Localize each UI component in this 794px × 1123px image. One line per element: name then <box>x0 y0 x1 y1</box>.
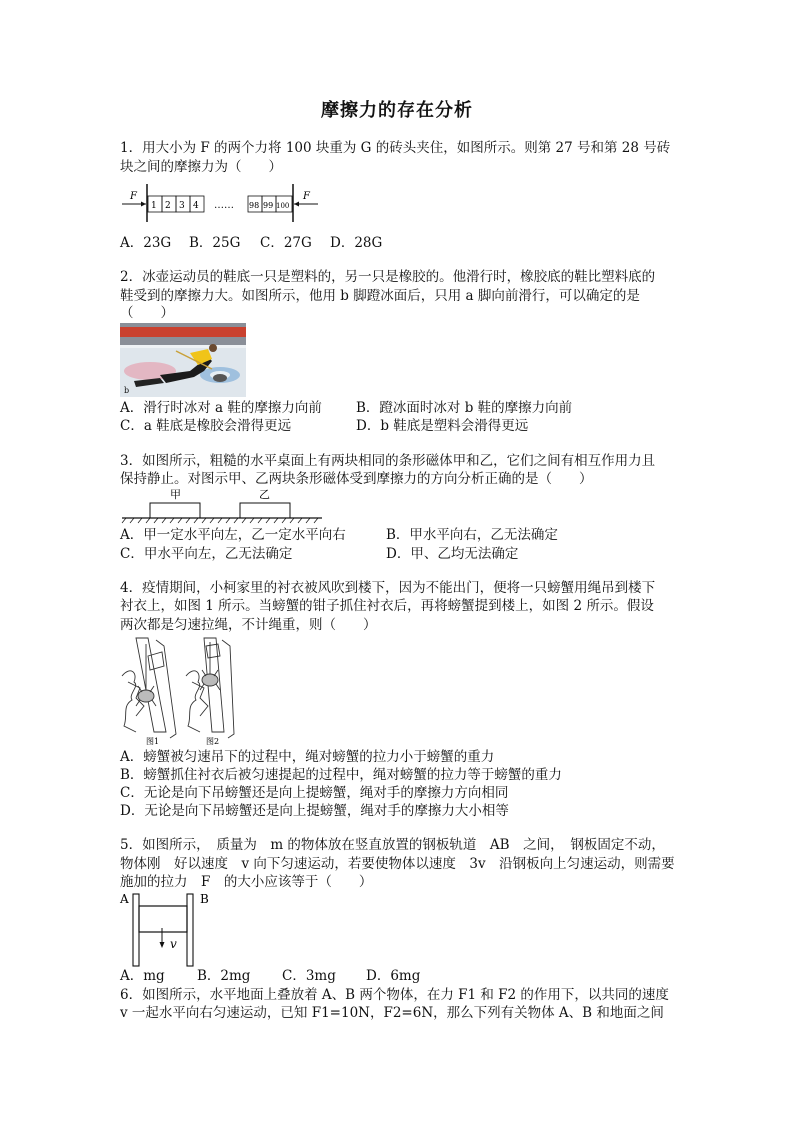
q1-option-d: D．28G <box>330 235 383 251</box>
page-title: 摩擦力的存在分析 <box>321 100 473 121</box>
q5-line-1: 5．如图所示， 质量为 m 的物体放在竖直放置的钢板轨道 AB 之间， 钢板固定不动， <box>120 837 665 853</box>
force-right-label: F <box>303 191 310 202</box>
q3-option-a: A．甲一定水平向左，乙一定水平向右 <box>120 527 346 543</box>
magnet-a <box>150 503 200 518</box>
q1-option-c: C．27G <box>260 235 312 251</box>
figure-2-caption: 图2 <box>206 737 220 746</box>
steel-plate-a <box>133 894 139 966</box>
q5-line-2: 物体刚 好以速度 v 向下匀速运动，若要使物体以速度 3v 沿钢板向上匀速运动，则需要 <box>120 856 675 872</box>
curling-photo <box>120 323 246 397</box>
q6-line-2: v 一起水平向右匀速运动，已知 F1=10N，F2=6N，那么下列有关物体 A、B 和地面之间 <box>120 1005 664 1021</box>
magnet-label-a: 甲 <box>170 488 181 501</box>
brick-label: 4 <box>193 201 199 211</box>
q3-option-d: D．甲、乙均无法确定 <box>386 546 519 562</box>
q5-option-c: C．3mg <box>282 968 336 984</box>
q4-line-3: 两次都是匀速拉绳，不计绳重，则（ ） <box>120 617 377 633</box>
q2-option-c: C．a 鞋底是橡胶会滑得更远 <box>120 418 292 434</box>
force-left-label: F <box>130 191 137 202</box>
q2-option-b: B．蹬冰面时冰对 b 鞋的摩擦力向前 <box>356 400 573 416</box>
brick-label: 3 <box>179 201 185 211</box>
q5-option-d: D．6mg <box>366 968 421 984</box>
q3-option-b: B．甲水平向右，乙无法确定 <box>386 527 558 543</box>
velocity-label: v <box>170 937 177 951</box>
brick-label: 98 <box>249 201 260 210</box>
figure-1-caption: 图1 <box>146 737 160 746</box>
ellipsis: …… <box>214 200 234 211</box>
q5-rail-figure <box>120 892 212 968</box>
q1-line-1: 1．用大小为 F 的两个力将 100 块重为 G 的砖头夹住，如图所示。则第 27 号和第 28 号砖 <box>120 140 671 156</box>
q4-option-c: C．无论是向下吊螃蟹还是向上提螃蟹，绳对手的摩擦力方向相同 <box>120 785 509 801</box>
q1-option-b: B．25G <box>189 235 241 251</box>
q4-option-d: D．无论是向下吊螃蟹还是向上提螃蟹，绳对手的摩擦力大小相等 <box>120 803 509 819</box>
brick-label: 100 <box>276 202 290 210</box>
q2-line-3: （ ） <box>120 305 174 321</box>
brick-label: 99 <box>263 201 274 210</box>
q3-magnet-figure <box>122 487 322 523</box>
q5-option-b: B．2mg <box>197 968 251 984</box>
q4-option-b: B．螃蟹抓住衬衣后被匀速提起的过程中，绳对螃蟹的拉力等于螃蟹的重力 <box>120 767 562 783</box>
q3-option-c: C．甲水平向左，乙无法确定 <box>120 546 293 562</box>
figure-2 <box>186 638 234 738</box>
q4-line-1: 4．疫情期间，小柯家里的衬衣被风吹到楼下，因为不能出门，便将一只螃蟹用绳吊到楼下 <box>120 580 656 596</box>
steel-plate-b <box>187 894 193 966</box>
table-hatching <box>122 518 318 523</box>
q1-line-2: 块之间的摩擦力为（ ） <box>120 159 282 175</box>
q4-option-a: A．螃蟹被匀速吊下的过程中，绳对螃蟹的拉力小于螃蟹的重力 <box>120 749 495 765</box>
q6-line-1: 6．如图所示，水平地面上叠放着 A、B 两个物体，在力 F1 和 F2 的作用下，以共同的速度 <box>120 987 669 1003</box>
q5-option-a: A．mg <box>120 968 165 984</box>
q2-option-a: A．滑行时冰对 a 鞋的摩擦力向前 <box>120 400 322 416</box>
figure-1 <box>122 638 176 738</box>
q5-line-3: 施加的拉力 F 的大小应该等于（ ） <box>120 874 373 890</box>
q3-line-1: 3．如图所示，粗糙的水平桌面上有两块相同的条形磁体甲和乙，它们之间有相互作用力且 <box>120 453 656 469</box>
photo-label-b: b <box>124 386 130 395</box>
q1-option-a: A．23G <box>120 235 172 251</box>
brick-label: 2 <box>165 201 171 211</box>
magnet-label-b: 乙 <box>259 488 270 501</box>
q4-crab-figure <box>118 636 244 746</box>
brick-label: 1 <box>151 201 157 211</box>
q3-line-2: 保持静止。对图示甲、乙两块条形磁体受到摩擦力的方向分析正确的是（ ） <box>120 471 593 487</box>
q2-line-2: 鞋受到的摩擦力大。如图所示，他用 b 脚蹬冰面后，只用 a 脚向前滑行，可以确定的是 <box>120 288 640 304</box>
q1-brick-figure <box>120 180 320 220</box>
block <box>139 906 187 932</box>
rail-label-b: B <box>200 892 209 906</box>
q4-line-2: 衬衣上，如图 1 所示。当螃蟹的钳子抓住衬衣后，再将螃蟹提到楼上，如图 2 所示。假设 <box>120 598 654 614</box>
magnet-b <box>240 503 290 518</box>
rail-label-a: A <box>120 892 129 906</box>
q2-option-d: D．b 鞋底是塑料会滑得更远 <box>356 418 529 434</box>
q2-line-1: 2．冰壶运动员的鞋底一只是塑料的，另一只是橡胶的。他滑行时，橡胶底的鞋比塑料底的 <box>120 269 656 285</box>
